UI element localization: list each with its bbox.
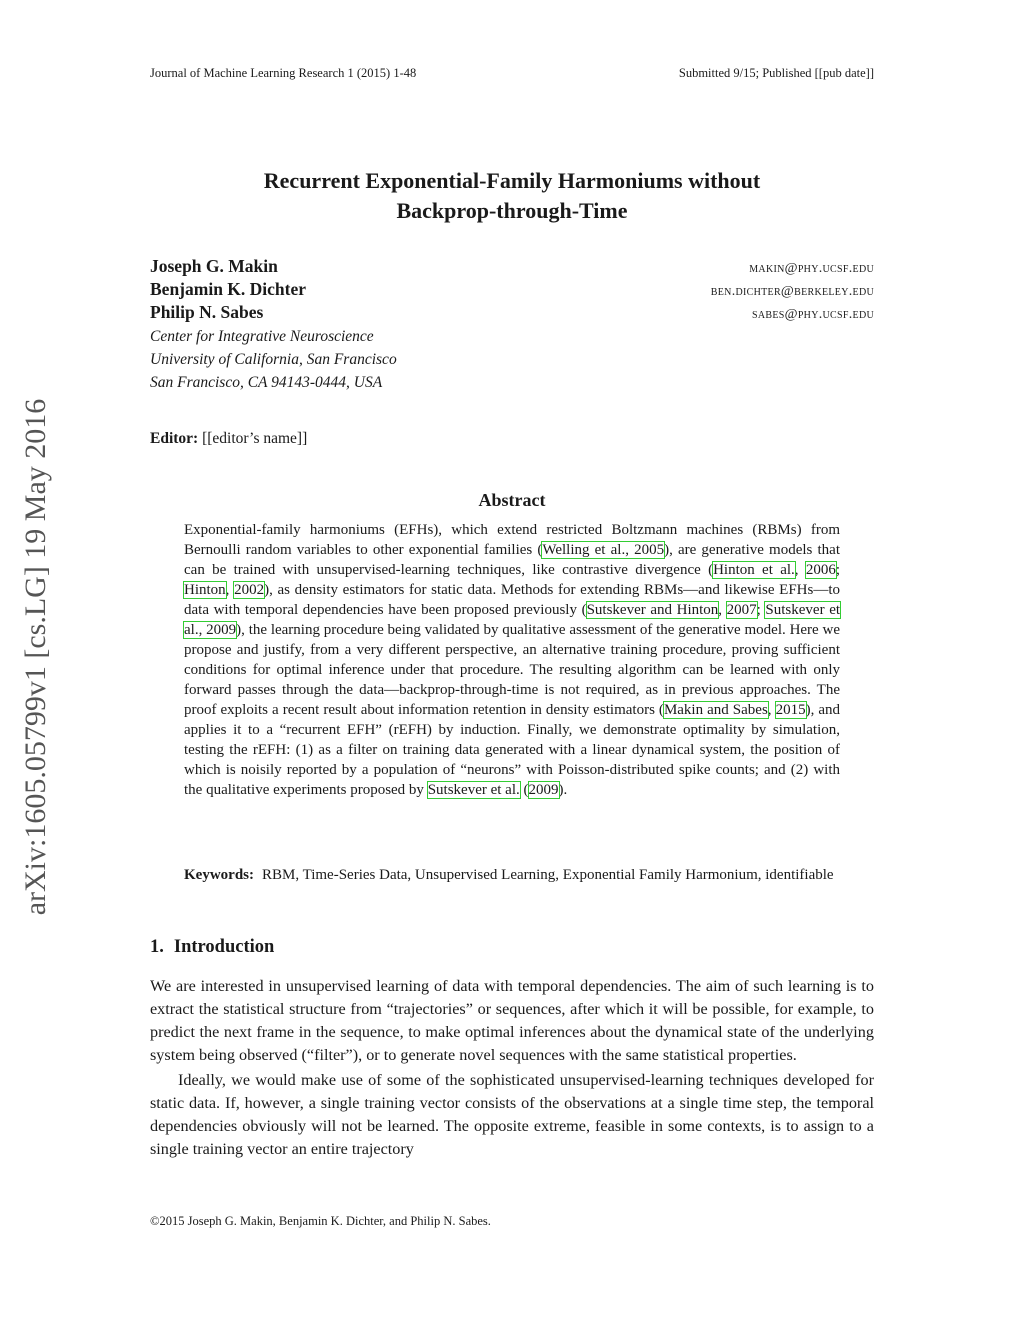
author-email[interactable]: ben.dichter@berkeley.edu bbox=[710, 284, 874, 299]
abstract-text bbox=[184, 520, 840, 800]
citation-link[interactable]: Hinton et al. bbox=[713, 562, 795, 578]
abstract-text-segment: ( bbox=[519, 782, 529, 798]
citation-link[interactable]: Makin and Sabes bbox=[663, 702, 768, 718]
citation-link[interactable]: 2002 bbox=[234, 582, 265, 598]
abstract-text-segment: , bbox=[225, 582, 235, 598]
author-email[interactable]: makin@phy.ucsf.edu bbox=[749, 261, 874, 276]
abstract-text-segment: , bbox=[767, 702, 776, 718]
section-heading bbox=[150, 937, 274, 958]
citation-link[interactable]: 2009 bbox=[528, 782, 559, 798]
paragraph: We are interested in unsupervised learning of data with temporal dependencies. The aim of such learning is to extract the statistical structure from “trajectories” or sequences, after which it will be possible, for example, to predict the next frame in the sequence, to make optimal inferences about the dynamical state of the underlying system being observed (“filter”), or to generate novel sequences with the same statistical properties. bbox=[150, 977, 874, 1064]
abstract-text-segment: , bbox=[718, 602, 727, 618]
affiliation-line: University of California, San Francisco bbox=[150, 351, 397, 368]
abstract-heading: Abstract bbox=[478, 490, 546, 510]
citation-link[interactable]: Sutskever et al., 2009 bbox=[184, 602, 841, 638]
keywords bbox=[184, 865, 840, 885]
author-row bbox=[150, 279, 874, 302]
submission-header: Submitted 9/15; Published [[pub date]] bbox=[678, 66, 874, 80]
author-name: Joseph G. Makin bbox=[150, 256, 278, 276]
citation-link[interactable]: Sutskever et al. bbox=[427, 782, 520, 798]
section-title: Introduction bbox=[173, 937, 275, 957]
citation-link[interactable]: Welling et al., 2005 bbox=[542, 542, 665, 558]
author-block bbox=[150, 256, 874, 394]
citation-link[interactable]: 2015 bbox=[775, 702, 806, 718]
author-row bbox=[150, 302, 874, 325]
author-email[interactable]: sabes@phy.ucsf.edu bbox=[752, 307, 874, 322]
abstract-text-segment: ), are generative models that can be trained with unsupervised-learning techniques, like contrastive divergence ( bbox=[184, 542, 840, 578]
body-text bbox=[150, 975, 874, 1161]
abstract-text-segment: ), as density estimators for static data. Methods for extending RBMs—and likewise EFHs—to data with temporal dependencies have been proposed previously ( bbox=[184, 582, 841, 618]
title-line-1: Recurrent Exponential-Family Harmoniums without bbox=[263, 168, 761, 193]
author-name: Philip N. Sabes bbox=[150, 302, 264, 322]
affiliation-line: San Francisco, CA 94143-0444, USA bbox=[150, 374, 383, 391]
citation-link[interactable]: 2007 bbox=[726, 602, 757, 618]
citation-link[interactable]: Hinton bbox=[184, 582, 226, 598]
section-number: 1. bbox=[150, 937, 164, 957]
journal-header: Journal of Machine Learning Research 1 (2015) 1-48 bbox=[150, 66, 417, 80]
keywords-label: Keywords: bbox=[184, 867, 254, 883]
keywords-value: RBM, Time-Series Data, Unsupervised Learning, Exponential Family Harmonium, identifiable bbox=[262, 867, 834, 883]
affiliation-line: Center for Integrative Neuroscience bbox=[150, 328, 374, 345]
abstract-text-segment: ), and applies it to a “recurrent EFH” (rEFH) by induction. Finally, we demonstrate optimality by simulation, testing the rEFH: (1) as a filter on training data generated with a linear dynamical system, the position of which is noisily reported by a population of “neurons” with Poisson-distributed spike counts; and (2) with the qualitative experiments proposed by bbox=[184, 702, 841, 798]
arxiv-stamp[interactable] bbox=[19, 398, 53, 916]
abstract-text-segment: ; bbox=[756, 602, 766, 618]
author-row bbox=[150, 256, 874, 279]
editor-label: Editor: bbox=[150, 430, 199, 447]
author-name: Benjamin K. Dichter bbox=[150, 279, 307, 299]
editor-value: [[editor’s name]] bbox=[202, 430, 308, 447]
arxiv-stamp-text: arXiv:1605.05799v1 [cs.LG] 19 May 2016 bbox=[19, 398, 52, 916]
abstract-text-segment: ; bbox=[835, 562, 840, 578]
paper-title bbox=[150, 166, 874, 226]
abstract-text-segment: ), the learning procedure being validated by qualitative assessment of the generative model. Here we propose and justify, from a very different perspective, an alternative training procedure, proving sufficient conditions for optimal inference under that procedure. The resulting algorithm can be learned with only forward passes through the data—backprop-through-time is not required, as in previous approaches. The proof exploits a recent result about information retention in density estimators ( bbox=[184, 622, 841, 718]
citation-link[interactable]: 2006 bbox=[805, 562, 836, 578]
title-line-2: Backprop-through-Time bbox=[396, 198, 628, 223]
abstract-text-segment: , bbox=[794, 562, 806, 578]
editor-line bbox=[150, 430, 307, 448]
paragraph: Ideally, we would make use of some of the sophisticated unsupervised-learning techniques developed for static data. If, however, a single training vector consists of the observations at a single time step, the temporal dependencies obviously will not be learned. The opposite extreme, feasible in some contexts, is to assign to a single training vector an entire trajectory bbox=[150, 1071, 874, 1158]
citation-link[interactable]: Sutskever and Hinton bbox=[586, 602, 719, 618]
copyright-notice: ©2015 Joseph G. Makin, Benjamin K. Dichter, and Philip N. Sabes. bbox=[150, 1214, 491, 1228]
abstract-text-segment: Exponential-family harmoniums (EFHs), which extend restricted Boltzmann machines (RBMs) from Bernoulli random variables to other exponential families ( bbox=[184, 522, 840, 558]
abstract-text-segment: ). bbox=[558, 782, 568, 798]
